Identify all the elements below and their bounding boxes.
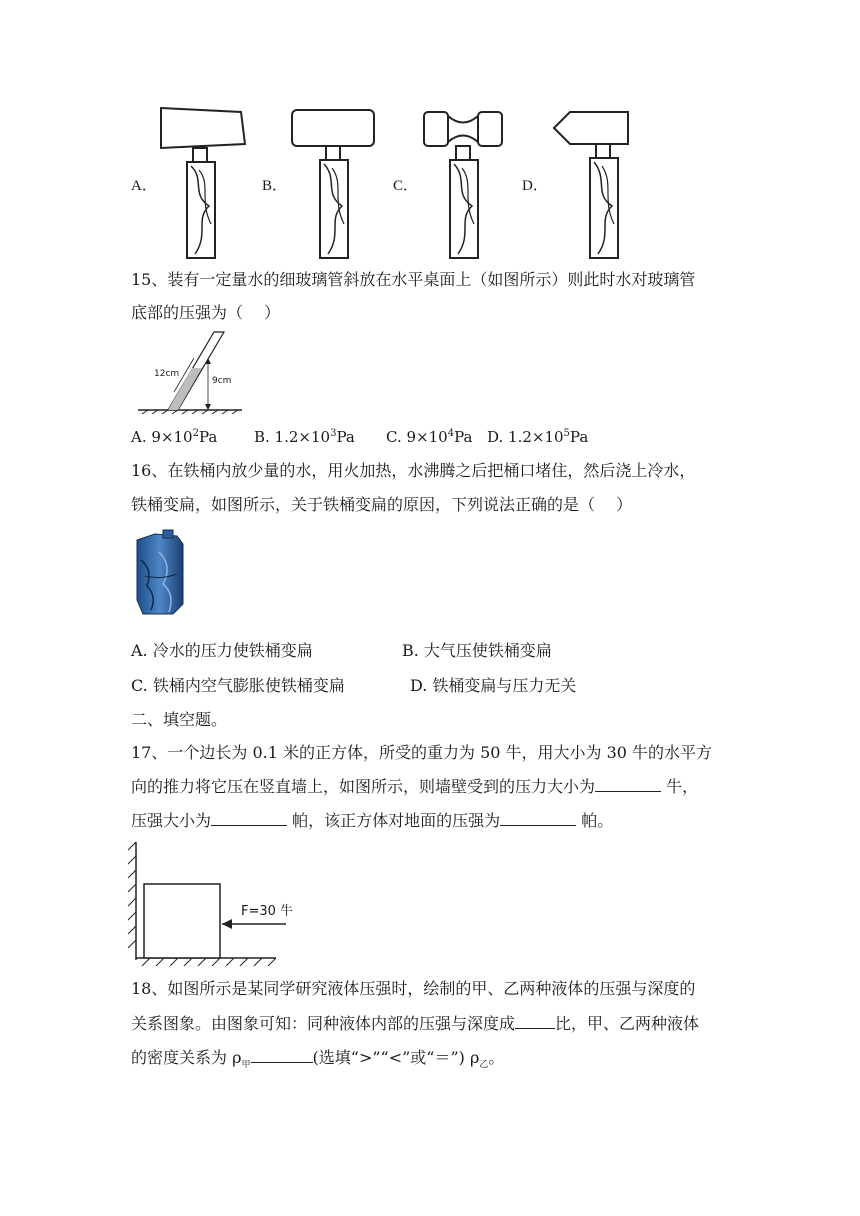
- q16-choice-c: C. 铁桶内空气膨胀使铁桶变扁: [131, 676, 345, 695]
- water-height-label: 9cm: [212, 376, 232, 386]
- q14-option-c-label: C．: [393, 178, 419, 194]
- q16-choice-b: B. 大气压使铁桶变扁: [402, 641, 552, 660]
- q16-choice-d: D. 铁桶变扁与压力无关: [410, 676, 577, 695]
- q14-option-a-label: A．: [131, 178, 157, 194]
- q15-choice-a: A. $9\times 10^2Pa$: [131, 428, 218, 446]
- q18-answer-blank-1[interactable]: [515, 1012, 555, 1029]
- q14-option-b-label: B．: [262, 178, 288, 194]
- hammer-d-image: [550, 104, 650, 264]
- q17-question-line-3: 压强大小为 帕，该正方体对地面的压强为 帕。: [131, 811, 614, 830]
- hammer-a-image: [155, 104, 255, 264]
- q16-question-line-2: 铁桶变扁，如图所示，关于铁桶变扁的原因，下列说法正确的是（ ）: [131, 495, 633, 514]
- crushed-iron-can-image: [133, 530, 189, 616]
- q16-question-line-1: 16、在铁桶内放少量的水，用火加热，水沸腾之后把桶口堵住，然后浇上冷水，: [131, 461, 696, 480]
- q17-question-line-1: 17、一个边长为 0.1 米的正方体，所受的重力为 50 牛，用大小为 30 牛的水平方: [131, 743, 713, 762]
- q18-answer-blank-2[interactable]: [251, 1046, 313, 1063]
- q15-choice-d: D. $1.2\times 10^5Pa$: [487, 428, 589, 446]
- force-label: F=30 牛: [241, 904, 294, 919]
- q16-choice-a: A. 冷水的压力使铁桶变扁: [131, 641, 313, 660]
- q15-choice-b: B. $1.2\times 10^3Pa$: [254, 428, 355, 446]
- section-title: 二、填空题。: [131, 710, 228, 729]
- hammer-b-image: [288, 104, 388, 264]
- q15-question-line-1: 15、装有一定量水的细玻璃管斜放在水平桌面上（如图所示）则此时水对玻璃管: [131, 270, 696, 289]
- q15-question-line-2: 底部的压强为（ ）: [131, 303, 281, 322]
- q17-answer-blank-1[interactable]: [595, 775, 661, 792]
- q15-choice-c: C. $9\times 10^4Pa$: [386, 428, 473, 446]
- hammer-c-image: [420, 104, 520, 264]
- q18-question-line-2: 关系图象。由图象可知：同种液体内部的压强与深度成 比，甲、乙两种液体: [131, 1014, 700, 1033]
- q18-question-line-3: 的密度关系为 $\rho_甲$ (选填“>”“<”或“＝”) $\rho_乙$。: [131, 1048, 505, 1071]
- q17-answer-blank-3[interactable]: [500, 809, 576, 826]
- q14-option-d-label: D．: [522, 178, 548, 194]
- q18-question-line-1: 18、如图所示是某同学研究液体压强时，绘制的甲、乙两种液体的压强与深度的: [131, 979, 696, 998]
- tube-length-label: 12cm: [154, 369, 180, 379]
- q17-question-line-2: 向的推力将它压在竖直墙上，如图所示，则墙壁受到的压力大小为 牛，: [131, 777, 699, 796]
- q17-answer-blank-2[interactable]: [211, 809, 287, 826]
